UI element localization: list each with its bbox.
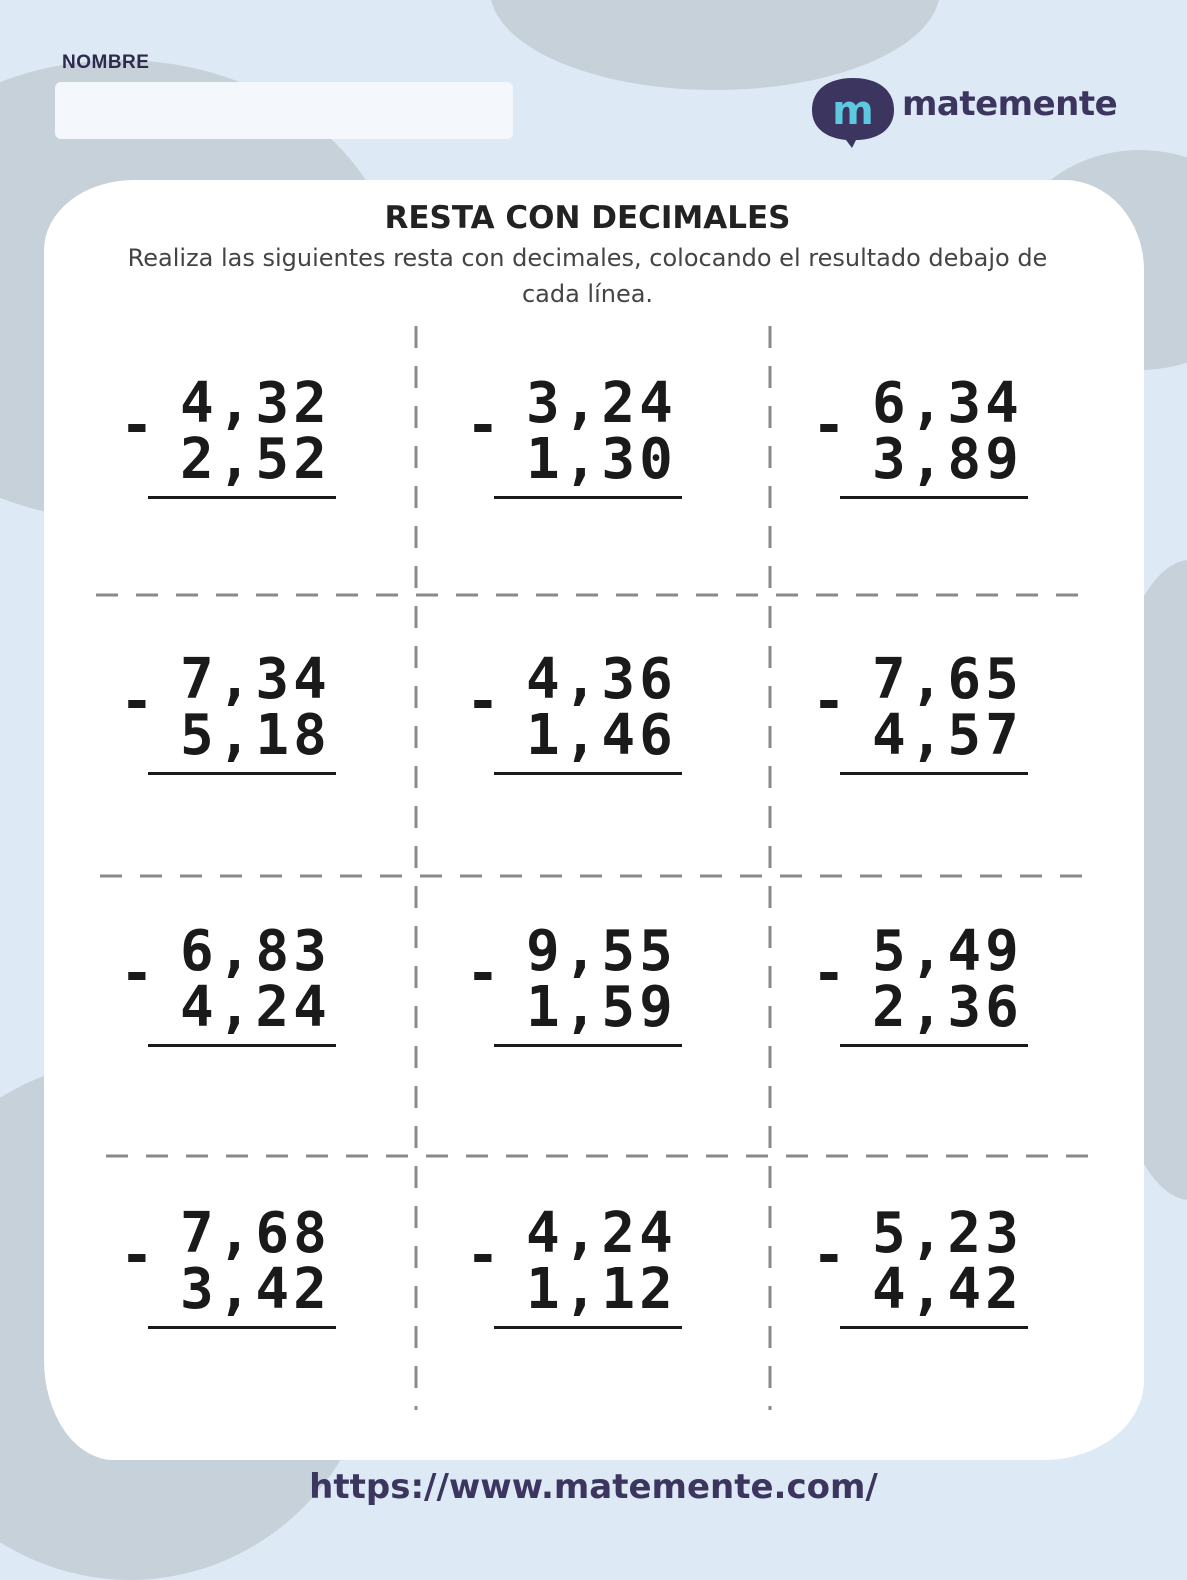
minuend: 5,49	[872, 919, 1023, 984]
minuend: 7,65	[872, 647, 1023, 712]
minus-sign: -	[466, 1223, 500, 1288]
minuend: 6,34	[872, 371, 1023, 436]
exercise-5	[466, 647, 706, 802]
worksheet-instructions: Realiza las siguientes resta con decimales, colocando el resultado debajo de cada línea.	[127, 244, 1048, 308]
answer-line[interactable]	[840, 1326, 1028, 1329]
minus-sign: -	[120, 1223, 154, 1288]
footer-url[interactable]: https://www.matemente.com/	[309, 1467, 878, 1507]
exercise-1	[120, 371, 360, 526]
minus-sign: -	[812, 669, 846, 734]
subtrahend: 2,36	[872, 975, 1023, 1040]
minus-sign: -	[812, 393, 846, 458]
worksheet-title: RESTA CON DECIMALES	[384, 200, 791, 236]
exercise-12	[812, 1201, 1052, 1356]
answer-line[interactable]	[494, 772, 682, 775]
subtrahend: 4,24	[180, 975, 331, 1040]
subtrahend: 3,89	[872, 427, 1023, 492]
minuend: 4,36	[526, 647, 677, 712]
answer-line[interactable]	[494, 1326, 682, 1329]
subtrahend: 3,42	[180, 1257, 331, 1322]
subtrahend: 1,12	[526, 1257, 677, 1322]
subtrahend: 1,30	[526, 427, 677, 492]
subtrahend: 1,46	[526, 703, 677, 768]
exercise-8	[466, 919, 706, 1074]
minus-sign: -	[812, 1223, 846, 1288]
subtrahend: 2,52	[180, 427, 331, 492]
logo-letter: m	[832, 88, 874, 134]
exercise-4	[120, 647, 360, 802]
answer-line[interactable]	[148, 1044, 336, 1047]
minuend: 3,24	[526, 371, 677, 436]
exercise-10	[120, 1201, 360, 1356]
minus-sign: -	[120, 941, 154, 1006]
minus-sign: -	[120, 669, 154, 734]
name-label: NOMBRE	[62, 52, 150, 73]
brand-name: matemente	[902, 84, 1118, 124]
minuend: 7,68	[180, 1201, 331, 1266]
exercise-3	[812, 371, 1052, 526]
exercise-9	[812, 919, 1052, 1074]
subtrahend: 1,59	[526, 975, 677, 1040]
answer-line[interactable]	[494, 496, 682, 499]
minus-sign: -	[466, 941, 500, 1006]
exercise-7	[120, 919, 360, 1074]
answer-line[interactable]	[840, 496, 1028, 499]
exercise-2	[466, 371, 706, 526]
minus-sign: -	[120, 393, 154, 458]
subtrahend: 4,42	[872, 1257, 1023, 1322]
minuend: 6,83	[180, 919, 331, 984]
subtrahend: 4,57	[872, 703, 1023, 768]
answer-line[interactable]	[494, 1044, 682, 1047]
minus-sign: -	[466, 669, 500, 734]
exercise-11	[466, 1201, 706, 1356]
answer-line[interactable]	[148, 496, 336, 499]
minuend: 9,55	[526, 919, 677, 984]
minus-sign: -	[466, 393, 500, 458]
minuend: 7,34	[180, 647, 331, 712]
minuend: 5,23	[872, 1201, 1023, 1266]
answer-line[interactable]	[840, 772, 1028, 775]
minuend: 4,32	[180, 371, 331, 436]
answer-line[interactable]	[148, 772, 336, 775]
subtrahend: 5,18	[180, 703, 331, 768]
exercise-6	[812, 647, 1052, 802]
minus-sign: -	[812, 941, 846, 1006]
minuend: 4,24	[526, 1201, 677, 1266]
answer-line[interactable]	[840, 1044, 1028, 1047]
answer-line[interactable]	[148, 1326, 336, 1329]
